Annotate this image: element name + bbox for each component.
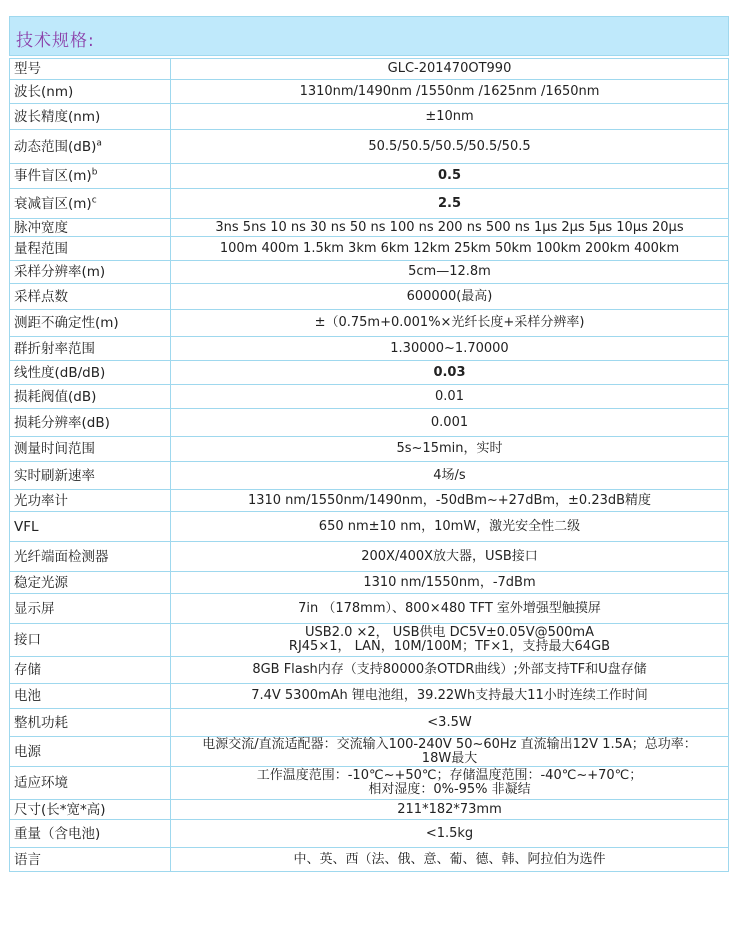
spec-value-text: 5s~15min，实时 — [396, 441, 503, 456]
spec-label-text: 测距不确定性(m) — [14, 315, 119, 331]
spec-value-text: 1310 nm/1550nm/1490nm，-50dBm~+27dBm，±0.23dB精度 — [247, 492, 652, 508]
spec-label-text: 接口 — [14, 632, 41, 648]
spec-label-text: 稳定光源 — [14, 574, 68, 591]
spec-label — [10, 542, 171, 572]
spec-row — [10, 767, 729, 800]
spec-value-text: 2.5 — [437, 195, 462, 211]
spec-value-text: 211*182*73mm — [397, 801, 502, 817]
spec-value — [171, 261, 729, 284]
spec-label-text: 线性度(dB/dB) — [14, 364, 106, 381]
spec-label-text: 脉冲宽度 — [14, 219, 68, 236]
spec-value — [171, 310, 729, 337]
spec-row — [10, 80, 729, 104]
spec-value — [171, 189, 729, 219]
spec-label-text: 采样点数 — [14, 288, 68, 305]
spec-row — [10, 542, 729, 572]
spec-label — [10, 490, 171, 512]
spec-value — [171, 684, 729, 709]
spec-value-text: 0.01 — [435, 388, 464, 404]
spec-value-text: 工作温度范围：-10℃~+50℃；存储温度范围：-40℃~+70℃； — [256, 768, 643, 783]
spec-label-text: VFL — [14, 518, 39, 535]
spec-row — [10, 310, 729, 337]
spec-row — [10, 409, 729, 437]
spec-label-text: 动态范围(dB) — [14, 138, 97, 155]
spec-label — [10, 709, 171, 737]
spec-row — [10, 462, 729, 490]
spec-value — [171, 542, 729, 572]
spec-value-text: 600000(最高) — [406, 288, 493, 304]
spec-row — [10, 709, 729, 737]
spec-value — [171, 59, 729, 80]
spec-label — [10, 462, 171, 490]
spec-label-text: 光功率计 — [14, 492, 68, 509]
spec-label — [10, 684, 171, 709]
spec-label-text: 实时刷新速率 — [14, 467, 95, 484]
spec-row — [10, 490, 729, 512]
spec-value-text: 1.30000~1.70000 — [390, 340, 509, 356]
spec-value-text: GLC-201470OT990 — [387, 61, 512, 76]
spec-value — [171, 624, 729, 657]
spec-row — [10, 594, 729, 624]
spec-label — [10, 237, 171, 261]
footnote-marker: c — [91, 195, 97, 205]
spec-label — [10, 104, 171, 130]
spec-label-text: 电池 — [14, 688, 41, 704]
spec-label — [10, 800, 171, 820]
spec-label-text: 重量（含电池) — [14, 825, 101, 842]
footnote-marker: b — [91, 167, 98, 178]
spec-label — [10, 189, 171, 219]
spec-label — [10, 767, 171, 800]
spec-label-text: 测量时间范围 — [14, 441, 95, 457]
spec-label-text: 显示屏 — [14, 600, 55, 617]
spec-value-text: 0.5 — [437, 168, 462, 183]
spec-label — [10, 512, 171, 542]
spec-row — [10, 189, 729, 219]
spec-row — [10, 800, 729, 820]
spec-value — [171, 337, 729, 361]
spec-value-text: 7.4V 5300mAh 锂电池组，39.22Wh支持最大11小时连续工作时间 — [251, 688, 648, 703]
spec-value-text: 4场/s — [433, 467, 466, 483]
spec-row — [10, 820, 729, 848]
spec-value-text-line2: RJ45×1， LAN，10M/100M；TF×1，支持最大64GB — [288, 639, 611, 654]
spec-value-text: 50.5/50.5/50.5/50.5/50.5 — [368, 138, 531, 154]
spec-row — [10, 624, 729, 657]
spec-label-text: 损耗阀值(dB) — [14, 388, 97, 405]
spec-label — [10, 737, 171, 767]
spec-row — [10, 512, 729, 542]
spec-value — [171, 219, 729, 237]
spec-value — [171, 709, 729, 737]
spec-label-text: 型号 — [14, 61, 41, 77]
spec-row — [10, 657, 729, 684]
spec-value — [171, 237, 729, 261]
spec-label — [10, 59, 171, 80]
spec-value — [171, 385, 729, 409]
spec-value — [171, 80, 729, 104]
spec-label — [10, 820, 171, 848]
spec-value-text: 200X/400X放大器，USB接口 — [361, 548, 538, 564]
spec-label — [10, 385, 171, 409]
spec-value — [171, 490, 729, 512]
spec-value-text: 1310 nm/1550nm，-7dBm — [363, 574, 536, 590]
spec-value-text: 100m 400m 1.5km 3km 6km 12km 25km 50km 100km 200km 400km — [219, 240, 680, 256]
spec-label — [10, 848, 171, 872]
spec-label-text: 存储 — [14, 662, 41, 678]
spec-label — [10, 130, 171, 164]
spec-value — [171, 657, 729, 684]
spec-value-text: ±10nm — [425, 108, 474, 124]
spec-label — [10, 624, 171, 657]
spec-value — [171, 104, 729, 130]
spec-row — [10, 104, 729, 130]
spec-value-text: 3ns 5ns 10 ns 30 ns 50 ns 100 ns 200 ns 500 ns 1μs 2μs 5μs 10μs 20μs — [215, 219, 684, 235]
spec-label-text: 语言 — [14, 851, 41, 868]
spec-value-text: 5cm—12.8m — [408, 264, 491, 279]
spec-value — [171, 767, 729, 800]
spec-value-text: 1310nm/1490nm /1550nm /1625nm /1650nm — [299, 83, 600, 99]
spec-label-text: 损耗分辨率(dB) — [14, 414, 110, 431]
spec-label-text: 波长精度(nm) — [14, 108, 101, 125]
section-header — [9, 16, 729, 56]
spec-value-text: 中、英、西（法、俄、意、葡、德、韩、阿拉伯为选件 — [293, 851, 606, 867]
spec-label — [10, 164, 171, 189]
spec-table — [9, 58, 729, 872]
spec-row — [10, 684, 729, 709]
spec-value — [171, 409, 729, 437]
spec-value — [171, 462, 729, 490]
spec-label — [10, 409, 171, 437]
spec-value-text: 650 nm±10 nm，10mW，激光安全性二级 — [318, 518, 581, 534]
spec-label — [10, 572, 171, 594]
spec-label-text: 波长(nm) — [14, 83, 74, 100]
spec-label-text: 整机功耗 — [14, 714, 68, 731]
spec-value-text: 0.03 — [433, 364, 466, 380]
spec-label-text: 量程范围 — [14, 240, 68, 257]
spec-label-text: 电源 — [14, 743, 41, 760]
footnote-marker: a — [96, 138, 102, 148]
spec-label — [10, 310, 171, 337]
spec-row — [10, 361, 729, 385]
spec-value — [171, 594, 729, 624]
spec-row — [10, 237, 729, 261]
spec-label-text: 事件盲区(m) — [14, 168, 92, 184]
spec-value-text: <1.5kg — [425, 825, 474, 841]
spec-label-text: 衰减盲区(m) — [14, 195, 92, 212]
spec-value — [171, 284, 729, 310]
spec-value-text: 0.001 — [430, 414, 469, 430]
spec-row — [10, 261, 729, 284]
spec-value — [171, 820, 729, 848]
spec-label — [10, 284, 171, 310]
spec-value — [171, 130, 729, 164]
spec-row — [10, 59, 729, 80]
spec-label-text: 光纤端面检测器 — [14, 548, 109, 565]
spec-row — [10, 337, 729, 361]
spec-label — [10, 361, 171, 385]
spec-value — [171, 164, 729, 189]
spec-value — [171, 737, 729, 767]
spec-label-text: 采样分辨率(m) — [14, 264, 106, 280]
spec-label-text: 尺寸(长*宽*高) — [14, 801, 106, 818]
spec-row — [10, 130, 729, 164]
spec-value-text: 7in （178mm）、800×480 TFT 室外增强型触摸屏 — [298, 600, 601, 616]
spec-value-text: 8GB Flash内存（支持80000条OTDR曲线）;外部支持TF和U盘存储 — [252, 662, 647, 677]
spec-row — [10, 385, 729, 409]
spec-value — [171, 437, 729, 462]
spec-value-text: USB2.0 ×2， USB供电 DC5V±0.05V@500mA — [305, 625, 594, 640]
spec-row — [10, 437, 729, 462]
spec-label — [10, 261, 171, 284]
spec-row — [10, 164, 729, 189]
spec-value-text-line2: 相对湿度：0%-95% 非凝结 — [368, 782, 531, 797]
spec-value-text: 电源交流/直流适配器：交流输入100-240V 50~60Hz 直流输出12V 1.5A；总功率： — [202, 736, 697, 752]
spec-row — [10, 737, 729, 767]
spec-value — [171, 800, 729, 820]
spec-value-text: <3.5W — [427, 714, 472, 730]
spec-row — [10, 284, 729, 310]
spec-row — [10, 219, 729, 237]
spec-label — [10, 437, 171, 462]
spec-row — [10, 572, 729, 594]
spec-label — [10, 657, 171, 684]
spec-value — [171, 361, 729, 385]
spec-value — [171, 848, 729, 872]
spec-row — [10, 848, 729, 872]
spec-label — [10, 219, 171, 237]
spec-value — [171, 512, 729, 542]
spec-label — [10, 337, 171, 361]
spec-label-text: 群折射率范围 — [14, 340, 95, 357]
spec-label — [10, 80, 171, 104]
section-title: 技术规格: — [16, 31, 95, 51]
spec-label — [10, 594, 171, 624]
spec-value — [171, 572, 729, 594]
spec-label-text: 适应环境 — [14, 775, 68, 791]
spec-value-text-line2: 18W最大 — [421, 750, 478, 766]
spec-value-text: ±（0.75m+0.001%×光纤长度+采样分辨率) — [314, 315, 585, 330]
